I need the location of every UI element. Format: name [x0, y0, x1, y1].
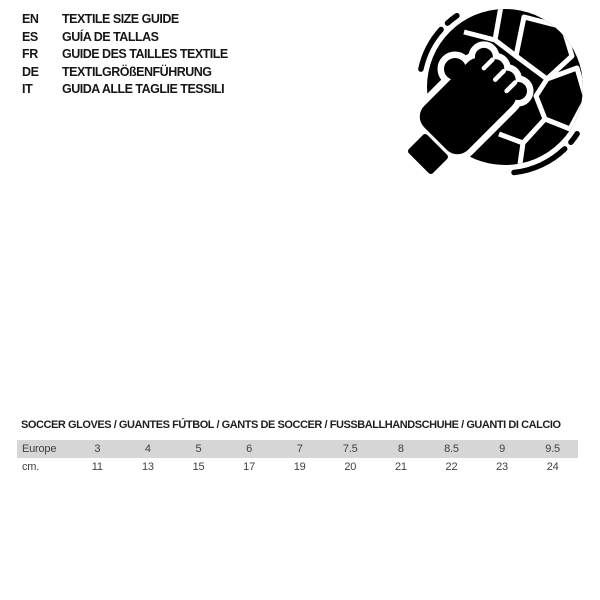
size-table-title: SOCCER GLOVES / GUANTES FÚTBOL / GANTS DE SOCCER / FUSSBALLHANDSCHUHE / GUANTI DI CALCIO [21, 419, 561, 431]
language-code: EN [22, 12, 39, 26]
size-cell: 9.5 [545, 443, 560, 455]
size-cell: 6 [246, 443, 253, 455]
language-code: DE [22, 64, 39, 79]
size-cell: 24 [546, 461, 559, 473]
size-cell: 15 [192, 461, 205, 473]
size-cell: 22 [445, 461, 458, 473]
language-label: GUIDA ALLE TAGLIE TESSILI [62, 82, 225, 96]
language-row [22, 81, 228, 99]
language-list [22, 11, 228, 99]
size-cell: 7 [296, 443, 303, 455]
size-cell: 8 [397, 443, 404, 455]
size-cell: 3 [94, 443, 101, 455]
size-table [17, 440, 578, 476]
size-cell: 17 [243, 461, 255, 473]
glove-thumb [444, 58, 466, 80]
language-row [22, 46, 228, 64]
size-cell: 7.5 [342, 443, 358, 455]
table-row-europe-sizes [17, 440, 578, 458]
goalkeeper-glove-ball-icon [398, 0, 593, 212]
size-cell: 4 [144, 443, 151, 455]
size-cell: 5 [195, 443, 202, 455]
size-cell: 23 [496, 461, 508, 473]
language-label: GUIDE DES TAILLES TEXTILE [62, 47, 228, 61]
size-cell: 8.5 [444, 443, 459, 455]
row-label: cm. [22, 461, 40, 473]
language-row [22, 64, 228, 82]
size-cell: 9 [499, 443, 505, 455]
table-row-cm-values [17, 458, 578, 476]
language-code: ES [22, 29, 38, 44]
language-label: TEXTILGRÖßENFÜHRUNG [62, 64, 212, 79]
language-code: IT [22, 82, 33, 96]
language-label: GUÍA DE TALLAS [62, 29, 159, 44]
size-cell: 21 [394, 461, 407, 473]
size-cell: 19 [293, 461, 306, 473]
row-label: Europe [22, 443, 57, 455]
size-cell: 13 [141, 461, 154, 473]
size-cell: 11 [91, 461, 103, 473]
language-row [22, 11, 228, 29]
language-code: FR [22, 47, 38, 61]
language-label: TEXTILE SIZE GUIDE [62, 12, 179, 26]
language-row [22, 29, 228, 47]
size-cell: 20 [344, 461, 357, 473]
soccer-ball-glove-graphic [398, 0, 593, 212]
